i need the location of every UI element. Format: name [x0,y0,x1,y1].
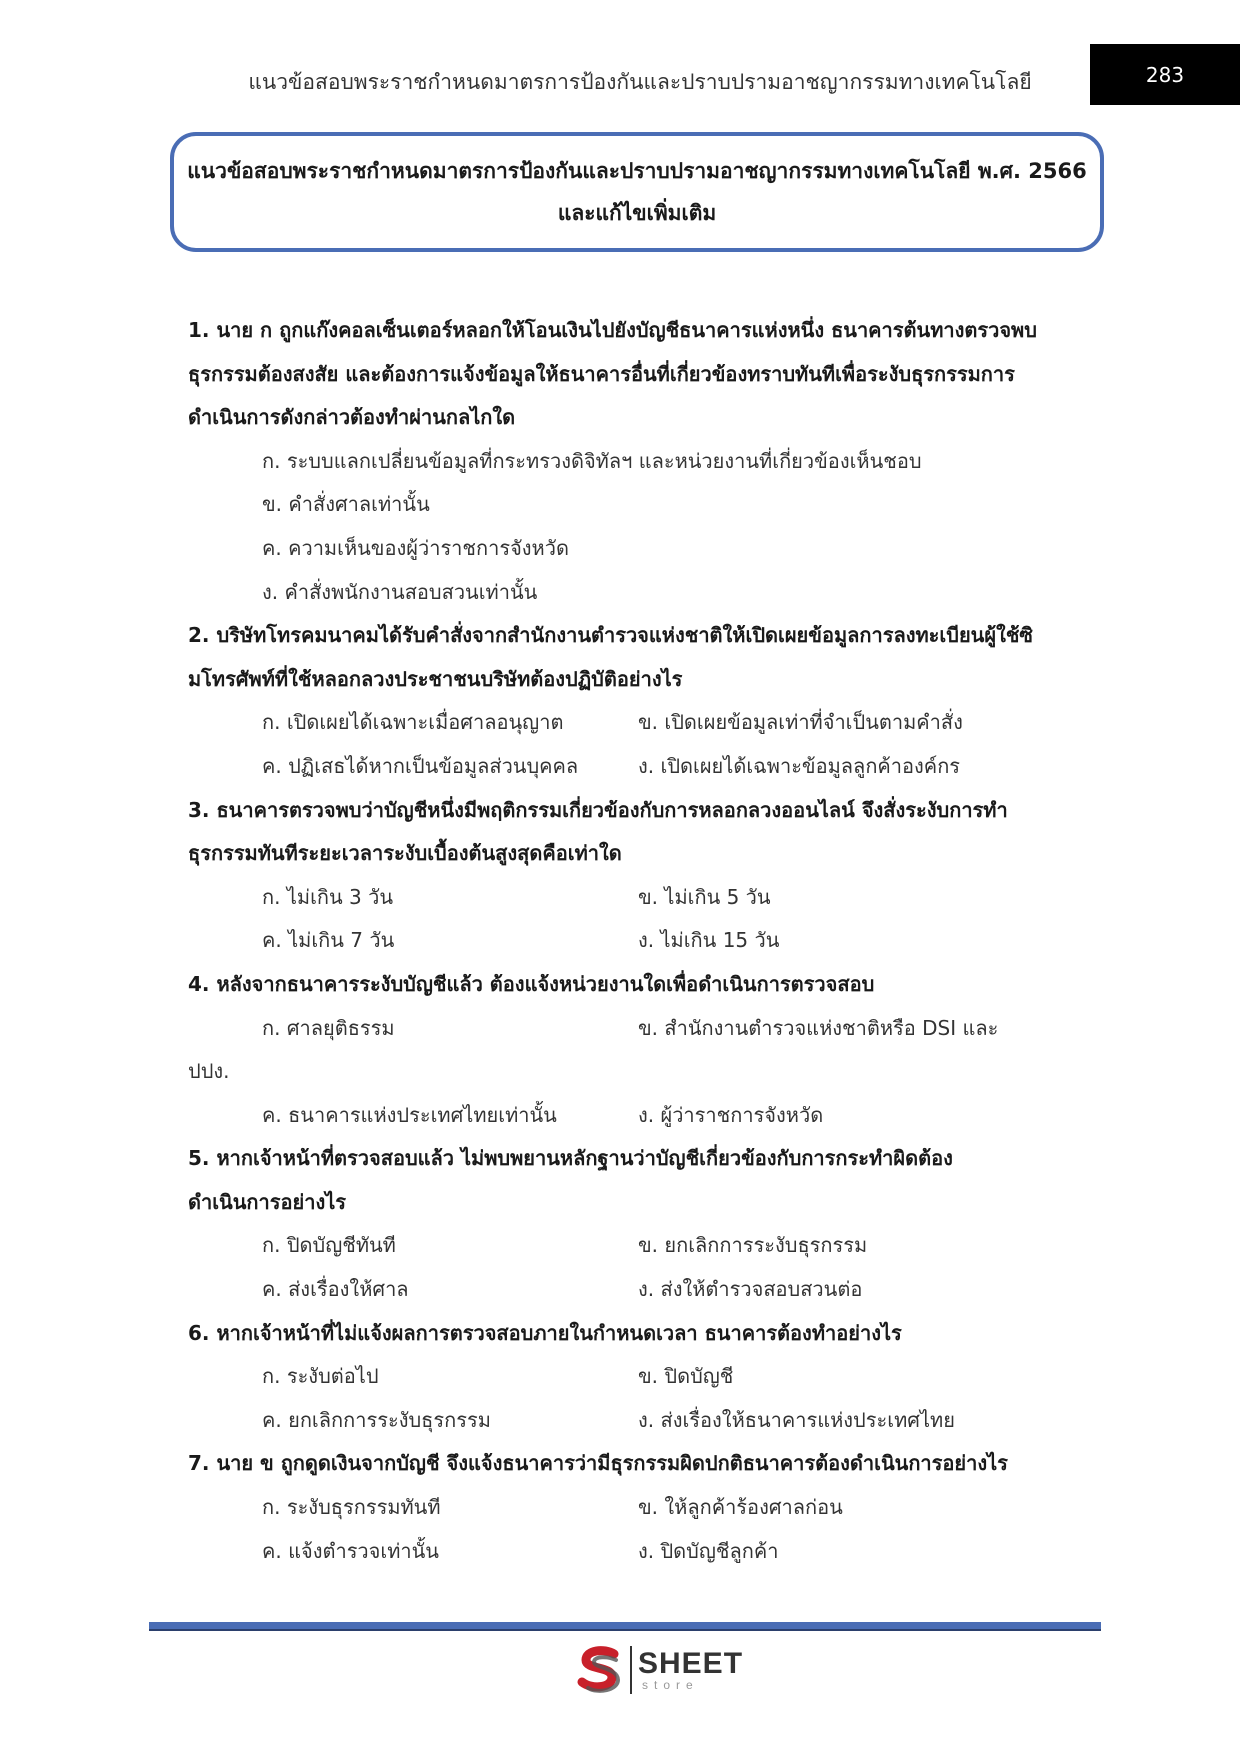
option-c: ค. ความเห็นของผู้ว่าราชการจังหวัด [262,535,569,560]
logo-main-text: SHEET [638,1647,744,1680]
option-b: ข. ไม่เกิน 5 วัน [638,884,771,909]
question-text: 3. ธนาคารตรวจพบว่าบัญชีหนึ่งมีพฤติกรรมเกี่ยวข้องกับการหลอกลวงออนไลน์ จึงสั่งระงับการทำ [188,797,1008,822]
question-text: 7. นาย ข ถูกดูดเงินจากบัญชี จึงแจ้งธนาคารว่ามีธุรกรรมผิดปกติธนาคารต้องดำเนินการอย่างไร [188,1451,1008,1476]
option-c: ค. ไม่เกิน 7 วัน [262,928,395,953]
logo-sub-text: store [642,1678,699,1692]
running-header: แนวข้อสอบพระราชกำหนดมาตรการป้องกันและปราบปรามอาชญากรรมทางเทคโนโลยี [248,70,1032,94]
question-list [188,309,1088,1573]
option-d: ง. ส่งให้ตำรวจสอบสวนต่อ [638,1277,863,1302]
question-6 [188,1312,1088,1443]
option-b: ข. ยกเลิกการระงับธุรกรรม [638,1233,868,1258]
question-3 [188,789,1088,963]
option-b: ข. ปิดบัญชี [638,1364,734,1389]
question-4 [188,963,1088,1137]
option-a: ก. ระงับธุรกรรมทันที [262,1495,441,1520]
option-a: ก. ศาลยุติธรรม [262,1015,395,1040]
question-text: ดำเนินการดังกล่าวต้องทำผ่านกลไกใด [188,405,516,430]
option-d: ง. ปิดบัญชีลูกค้า [638,1538,779,1563]
option-b: ข. คำสั่งศาลเท่านั้น [262,492,430,517]
option-c: ค. แจ้งตำรวจเท่านั้น [262,1538,439,1563]
title-line-2: และแก้ไขเพิ่มเติม [557,201,717,225]
option-a: ก. ระงับต่อไป [262,1364,379,1389]
s-logo-icon [574,1644,626,1696]
sheet-store-logo [574,1644,743,1696]
title-line-1: แนวข้อสอบพระราชกำหนดมาตรการป้องกันและปราบปรามอาชญากรรมทางเทคโนโลยี พ.ศ. 2566 [187,159,1087,183]
question-5 [188,1137,1088,1311]
option-b: ข. เปิดเผยข้อมูลเท่าที่จำเป็นตามคำสั่ง [638,710,963,735]
option-b: ข. สำนักงานตำรวจแห่งชาติหรือ DSI และ [638,1015,999,1040]
option-d: ง. คำสั่งพนักงานสอบสวนเท่านั้น [262,579,538,604]
option-c: ค. ยกเลิกการระงับธุรกรรม [262,1407,491,1432]
question-text: 4. หลังจากธนาคารระงับบัญชีแล้ว ต้องแจ้งหน่วยงานใดเพื่อดำเนินการตรวจสอบ [188,971,875,996]
option-a: ก. ระบบแลกเปลี่ยนข้อมูลที่กระทรวงดิจิทัลฯ และหน่วยงานที่เกี่ยวข้องเห็นชอบ [262,448,922,473]
question-1 [188,309,1088,614]
question-text: 6. หากเจ้าหน้าที่ไม่แจ้งผลการตรวจสอบภายในกำหนดเวลา ธนาคารต้องทำอย่างไร [188,1320,902,1345]
question-text: 2. บริษัทโทรคมนาคมได้รับคำสั่งจากสำนักงานตำรวจแห่งชาติให้เปิดเผยข้อมูลการลงทะเบียนผู้ใช้ซิ [188,623,1033,648]
option-c: ค. ปฏิเสธได้หากเป็นข้อมูลส่วนบุคคล [262,753,579,778]
option-d: ง. ส่งเรื่องให้ธนาคารแห่งประเทศไทย [638,1407,955,1432]
page-number: 283 [1090,44,1240,105]
question-2 [188,614,1088,788]
question-text: 1. นาย ก ถูกแก๊งคอลเซ็นเตอร์หลอกให้โอนเงินไปยังบัญชีธนาคารแห่งหนึ่ง ธนาคารต้นทางตรวจพบ [188,318,1037,342]
option-d: ง. เปิดเผยได้เฉพาะข้อมูลลูกค้าองค์กร [638,753,961,778]
option-c: ค. ส่งเรื่องให้ศาล [262,1277,409,1302]
question-text: ธุรกรรมต้องสงสัย และต้องการแจ้งข้อมูลให้ธนาคารอื่นที่เกี่ยวข้องทราบทันทีเพื่อระงับธุรกรรมการ [188,361,1015,386]
footer-divider [149,1622,1101,1631]
option-d: ง. ไม่เกิน 15 วัน [638,928,780,953]
option-a: ก. ไม่เกิน 3 วัน [262,884,394,909]
question-7 [188,1442,1088,1573]
logo-separator [630,1646,632,1694]
logo-text [638,1649,743,1691]
option-d: ง. ผู้ว่าราชการจังหวัด [638,1102,824,1127]
question-text: ธุรกรรมทันทีระยะเวลาระงับเบื้องต้นสูงสุดคือเท่าใด [188,841,622,866]
option-b-continuation: ปปง. [188,1059,230,1084]
question-text: มโทรศัพท์ที่ใช้หลอกลวงประชาชนบริษัทต้องปฏิบัติอย่างไร [188,666,683,691]
title-box [170,132,1104,252]
option-c: ค. ธนาคารแห่งประเทศไทยเท่านั้น [262,1102,557,1127]
option-b: ข. ให้ลูกค้าร้องศาลก่อน [638,1495,843,1520]
question-text: 5. หากเจ้าหน้าที่ตรวจสอบแล้ว ไม่พบพยานหลักฐานว่าบัญชีเกี่ยวข้องกับการกระทำผิดต้อง [188,1146,953,1171]
question-text: ดำเนินการอย่างไร [188,1189,347,1214]
option-a: ก. เปิดเผยได้เฉพาะเมื่อศาลอนุญาต [262,710,564,735]
option-a: ก. ปิดบัญชีทันที [262,1233,396,1258]
